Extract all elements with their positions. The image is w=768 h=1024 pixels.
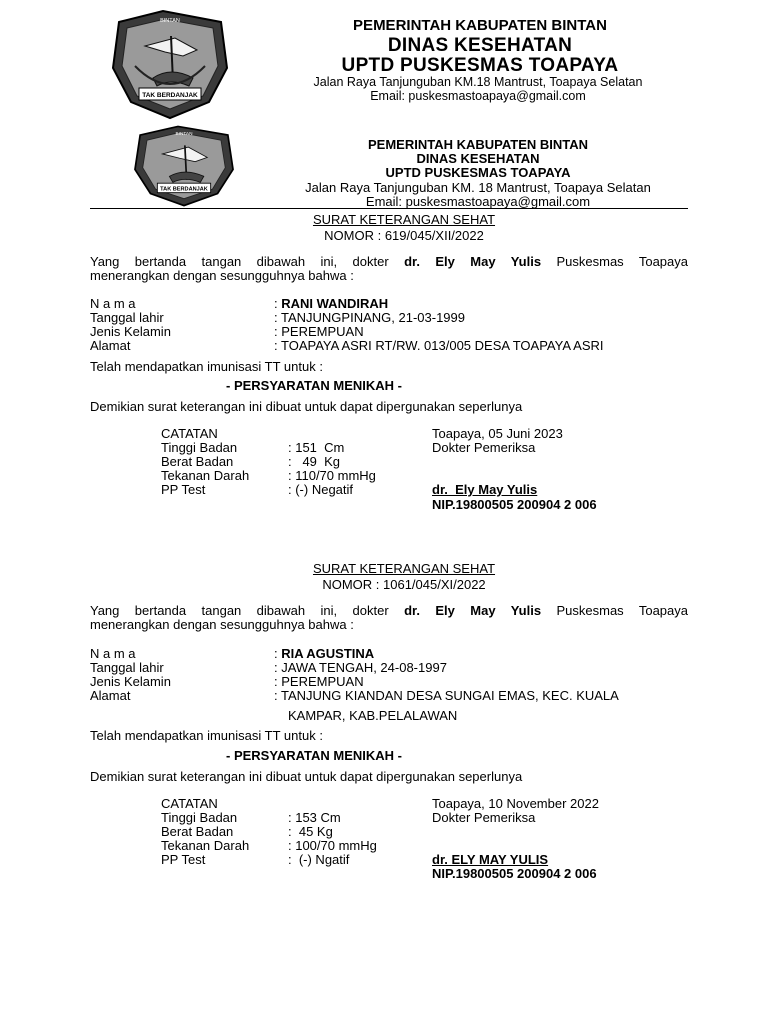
letter2-place-date: Toapaya, 10 November 2022 [432, 796, 599, 811]
emblem-motto-text: TAK BERDANJAK [160, 186, 208, 193]
letter2-weight-label: Berat Badan [161, 824, 234, 839]
letter1-immunization: Telah mendapatkan imunisasi TT untuk : [90, 359, 323, 374]
letter2-label-dob: Tanggal lahir [90, 660, 164, 675]
letter2-immunization: Telah mendapatkan imunisasi TT untuk : [90, 728, 323, 743]
letter2-nip: NIP.19800505 200904 2 006 [432, 866, 597, 881]
header2-government-line: PEMERINTAH KABUPATEN BINTAN [367, 137, 589, 152]
letter1-label-name: N a m a [90, 296, 136, 311]
header2-address: Jalan Raya Tanjunguban KM. 18 Mantrust, Toapaya Selatan [305, 180, 651, 195]
regency-emblem-logo-small [128, 123, 240, 209]
letter1-pp-label: PP Test [161, 482, 206, 497]
letter2-weight-value: : 45 Kg [288, 824, 333, 839]
letter1-value-name: : RANI WANDIRAH [274, 296, 389, 311]
letter2-purpose: - PERSYARATAN MENIKAH - [226, 748, 402, 763]
letter1-number: NOMOR : 619/045/XII/2022 [324, 228, 484, 243]
letter1-intro-line2: menerangkan dengan sesungguhnya bahwa : [90, 268, 354, 283]
letter2-pp-label: PP Test [161, 852, 206, 867]
letter2-examiner: Dokter Pemeriksa [432, 810, 536, 825]
letter2-label-address: Alamat [90, 688, 131, 703]
letter2-bp-value: : 100/70 mmHg [288, 838, 377, 853]
letter2-number: NOMOR : 1061/045/XI/2022 [322, 577, 486, 592]
letter1-bp-label: Tekanan Darah [161, 468, 250, 483]
letter1-notes-title: CATATAN [161, 426, 218, 441]
letter2-label-sex: Jenis Kelamin [90, 674, 171, 689]
letter1-intro: Yang bertanda tangan dibawah ini, dokter dr. Ely May Yulis Puskesmas Toapaya [90, 254, 688, 269]
header2-puskesmas-line: UPTD PUSKESMAS TOAPAYA [385, 165, 571, 180]
letter2-doctor-name: dr. Ely May Yulis [404, 603, 542, 618]
letter1-value-sex: : PEREMPUAN [274, 324, 364, 339]
letter1-place-date: Toapaya, 05 Juni 2023 [432, 426, 563, 441]
letter1-weight-label: Berat Badan [161, 454, 234, 469]
letter1-height-label: Tinggi Badan [161, 440, 238, 455]
letter2-closing: Demikian surat keterangan ini dibuat untuk dapat dipergunakan seperlunya [90, 769, 523, 784]
letterhead-divider [90, 208, 688, 209]
letter2-value-name: : RIA AGUSTINA [274, 646, 375, 661]
letter2-pp-value: : (-) Ngatif [288, 852, 350, 867]
emblem-top-text: BINTAN [175, 132, 193, 138]
letter1-nip: NIP.19800505 200904 2 006 [432, 497, 597, 512]
header1-government-line: PEMERINTAH KABUPATEN BINTAN [353, 17, 607, 34]
header2-email: Email: puskesmastoapaya@gmail.com [365, 194, 591, 209]
letter2-title: SURAT KETERANGAN SEHAT [312, 561, 496, 576]
letter1-signer: dr. Ely May Yulis [432, 482, 538, 497]
letter2-intro: Yang bertanda tangan dibawah ini, dokter dr. Ely May Yulis Puskesmas Toapaya [90, 603, 688, 618]
letter1-pp-value: : (-) Negatif [288, 482, 354, 497]
letter2-bp-label: Tekanan Darah [161, 838, 250, 853]
header1-address: Jalan Raya Tanjunguban KM.18 Mantrust, Toapaya Selatan [313, 75, 643, 89]
letter1-label-address: Alamat [90, 338, 131, 353]
letter2-label-name: N a m a [90, 646, 136, 661]
letter1-doctor-name: dr. Ely May Yulis [404, 254, 542, 269]
header2-department-line: DINAS KESEHATAN [416, 151, 540, 166]
letter1-label-dob: Tanggal lahir [90, 310, 164, 325]
letter1-value-address: : TOAPAYA ASRI RT/RW. 013/005 DESA TOAPAYA ASRI [274, 338, 604, 353]
letter1-bp-value: : 110/70 mmHg [288, 468, 376, 483]
letter2-notes-title: CATATAN [161, 796, 218, 811]
letter2-intro-line2: menerangkan dengan sesungguhnya bahwa : [90, 617, 354, 632]
letter1-height-value: : 151 Cm [288, 440, 345, 455]
letter2-height-value: : 153 Cm [288, 810, 341, 825]
regency-emblem-logo [105, 6, 235, 124]
letter2-value-sex: : PEREMPUAN [274, 674, 364, 689]
header1-email: Email: puskesmastoapaya@gmail.com [370, 89, 586, 103]
letter2-signer: dr. ELY MAY YULIS [432, 852, 549, 867]
letter2-height-label: Tinggi Badan [161, 810, 238, 825]
header1-department-line: DINAS KESEHATAN [387, 35, 573, 56]
letter1-closing: Demikian surat keterangan ini dibuat untuk dapat dipergunakan seperlunya [90, 399, 523, 414]
letter2-value-dob: : JAWA TENGAH, 24-08-1997 [274, 660, 447, 675]
emblem-motto-text: TAK BERDANJAK [142, 92, 198, 99]
letter1-label-sex: Jenis Kelamin [90, 324, 171, 339]
letter1-examiner: Dokter Pemeriksa [432, 440, 536, 455]
letter1-value-dob: : TANJUNGPINANG, 21-03-1999 [274, 310, 465, 325]
emblem-top-text: BINTAN [160, 18, 180, 24]
letter2-value-address: : TANJUNG KIANDAN DESA SUNGAI EMAS, KEC. KUALA [274, 688, 619, 703]
header1-puskesmas-line: UPTD PUSKESMAS TOAPAYA [341, 55, 619, 76]
letter1-purpose: - PERSYARATAN MENIKAH - [226, 378, 402, 393]
letter1-title: SURAT KETERANGAN SEHAT [312, 212, 496, 227]
letter2-value-address-line2: KAMPAR, KAB.PELALAWAN [288, 708, 458, 723]
letter1-weight-value: : 49 Kg [288, 454, 341, 469]
